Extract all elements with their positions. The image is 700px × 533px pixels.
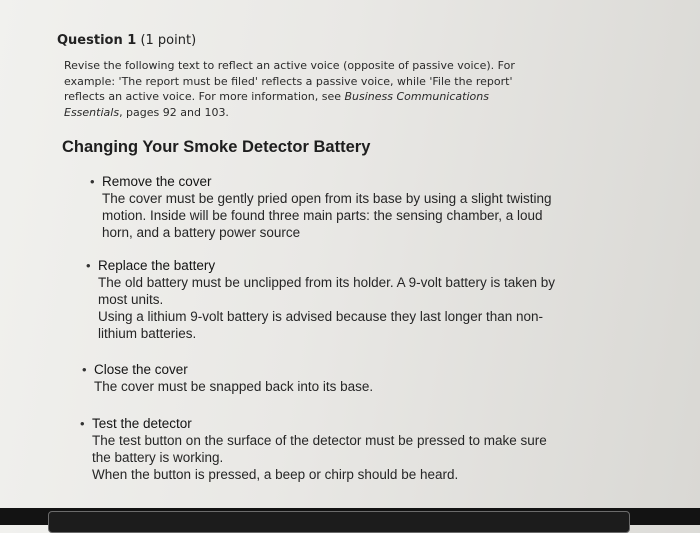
bullet-icon: • — [90, 174, 95, 189]
question-instructions — [64, 58, 584, 120]
question-header — [57, 33, 196, 48]
step-line: The cover must be snapped back into its base. — [94, 379, 374, 394]
book-title: Business Communications — [344, 90, 489, 103]
step-heading: Close the cover — [94, 362, 188, 377]
book-title: Essentials — [64, 105, 120, 119]
step-line: horn, and a battery power source — [102, 225, 301, 240]
instruction-line: Essentials, pages 92 and 103. — [64, 105, 229, 119]
instruction-line: example: 'The report must be filed' reflects a passive voice, while 'File the report' — [64, 74, 513, 88]
instruction-line: reflects an active voice. For more information, see Business Communications — [64, 90, 489, 103]
step-line: When the button is pressed, a beep or chirp should be heard. — [92, 467, 459, 482]
step-line: The cover must be gently pried open from its base by using a slight twisting — [102, 191, 552, 206]
question-number: Question 1 — [57, 33, 137, 48]
answer-area-edge — [0, 508, 700, 525]
step-line: lithium batteries. — [98, 326, 197, 341]
step-close-cover — [82, 361, 604, 395]
answer-text-box[interactable] — [48, 511, 630, 533]
step-heading: Remove the cover — [102, 174, 212, 189]
bullet-icon: • — [82, 362, 87, 377]
step-heading: Test the detector — [92, 416, 192, 431]
step-line: most units. — [98, 292, 164, 307]
bullet-icon: • — [86, 258, 91, 273]
instruction-line: Revise the following text to reflect an active voice (opposite of passive voice). For — [64, 59, 515, 72]
step-line: the battery is working. — [92, 450, 224, 465]
step-line: Using a lithium 9-volt battery is advised because they last longer than non- — [98, 309, 543, 324]
step-remove-cover — [90, 173, 602, 241]
step-line: motion. Inside will be found three main parts: the sensing chamber, a loud — [102, 208, 543, 223]
step-line: The test button on the surface of the detector must be pressed to make sure — [92, 433, 547, 448]
step-replace-battery — [86, 257, 618, 342]
cropped-previous-text — [30, 0, 34, 5]
step-heading: Replace the battery — [98, 258, 216, 273]
step-line: The old battery must be unclipped from its holder. A 9-volt battery is taken by — [98, 275, 555, 290]
passage-title: Changing Your Smoke Detector Battery — [62, 138, 371, 156]
question-points: (1 point) — [140, 33, 197, 48]
step-test-detector — [80, 415, 622, 483]
bullet-icon: • — [80, 416, 85, 431]
